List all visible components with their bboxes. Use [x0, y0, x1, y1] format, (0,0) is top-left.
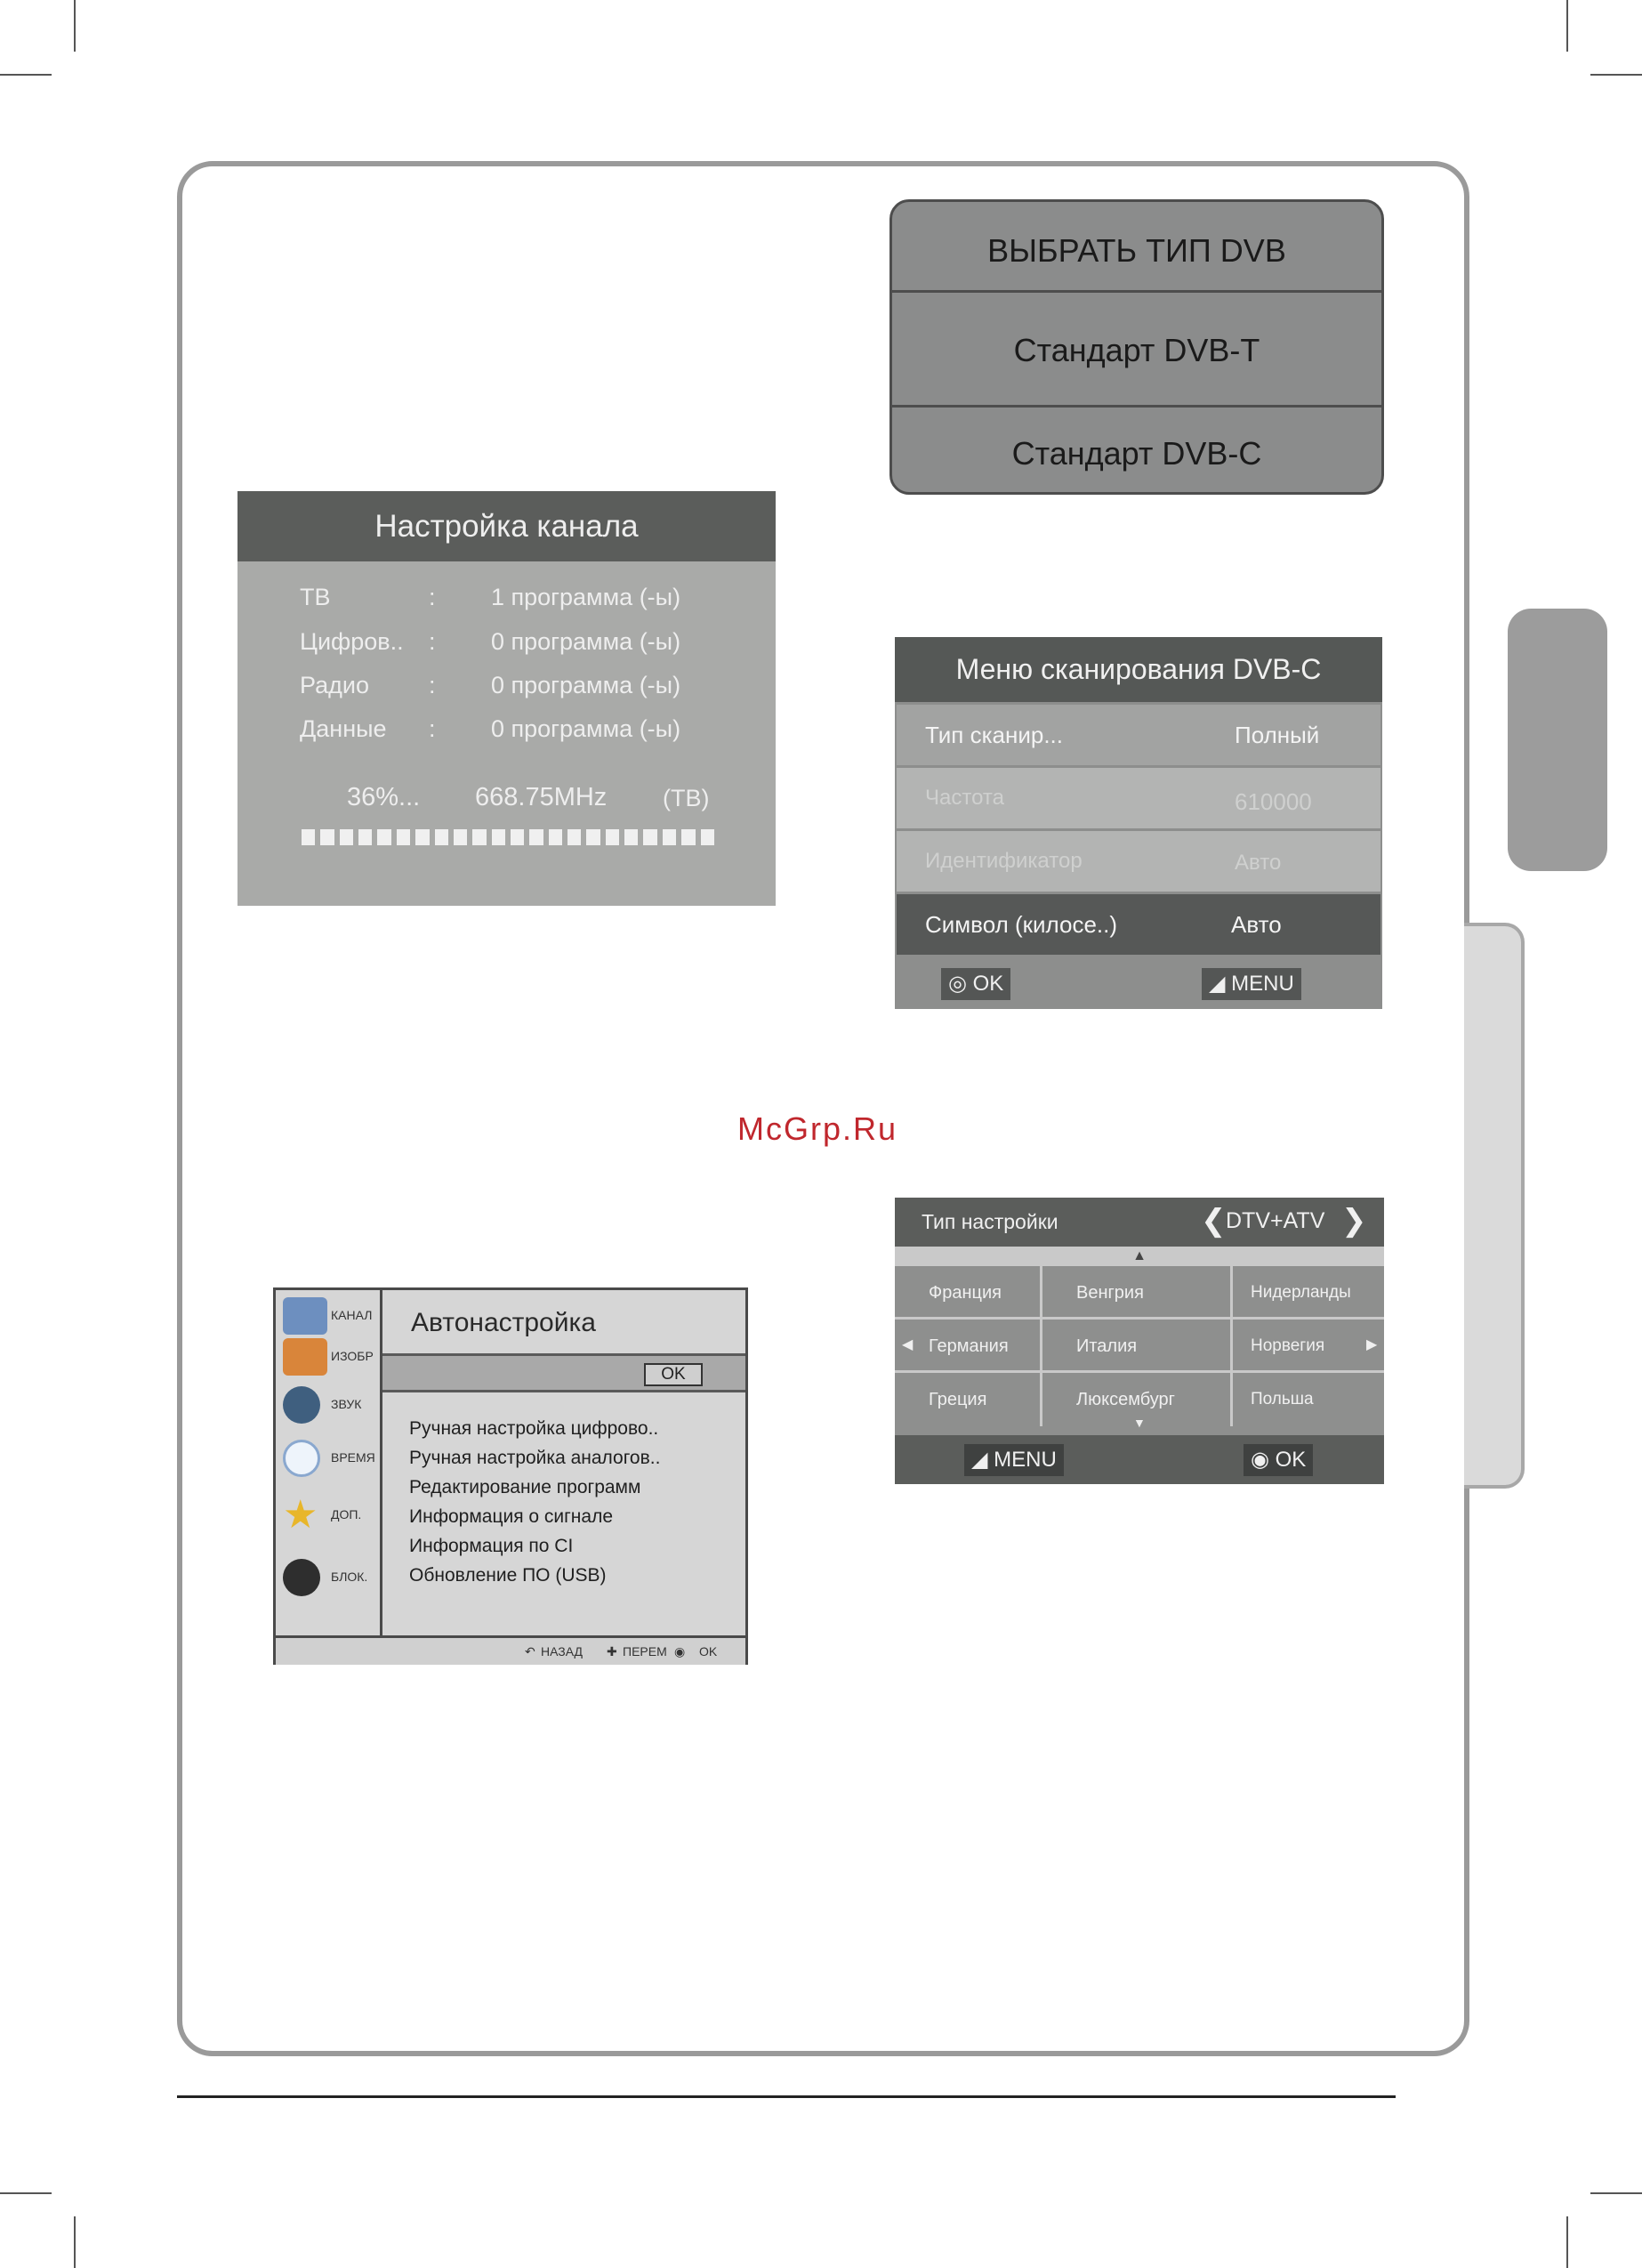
menu-header — [895, 1198, 1384, 1247]
country-cell[interactable]: Германия — [895, 1320, 1042, 1373]
row-value: Авто — [1235, 851, 1282, 875]
crop-mark — [1590, 74, 1642, 76]
ok-icon: ◉ — [674, 1644, 686, 1659]
clock-icon — [283, 1440, 320, 1477]
menu-item[interactable]: Обновление ПО (USB) — [409, 1565, 607, 1586]
divider — [892, 405, 1381, 408]
ok-button[interactable] — [1244, 1444, 1313, 1476]
progress-percent: 36%... — [347, 783, 421, 811]
channel-icon — [283, 1297, 327, 1335]
crop-mark — [74, 0, 76, 52]
menu-title: Меню сканирования DVB-C — [895, 637, 1382, 702]
row-label: Данные — [300, 715, 387, 742]
scan-row-id[interactable] — [897, 831, 1380, 892]
sidebar-item-extra[interactable] — [279, 1495, 379, 1536]
row-value: 610000 — [1235, 788, 1312, 815]
menu-footer — [895, 960, 1382, 1009]
crop-mark — [0, 74, 52, 76]
menu-button[interactable] — [1202, 968, 1301, 1000]
sidebar-label: КАНАЛ — [331, 1308, 373, 1322]
row-label: Радио — [300, 672, 369, 698]
row-value: Полный — [1235, 722, 1320, 748]
menu-item[interactable]: Информация о сигнале — [409, 1506, 614, 1527]
row-sep: : — [429, 672, 436, 698]
arrow-left-icon[interactable]: ◀ — [902, 1337, 914, 1352]
scroll-down-icon[interactable]: ▼ — [1133, 1416, 1146, 1430]
watermark: McGrp.Ru — [737, 1110, 898, 1147]
sidebar-label: ИЗОБР — [331, 1349, 374, 1363]
ok-label: OK — [1275, 1448, 1307, 1472]
country-cell[interactable]: Италия — [1042, 1320, 1233, 1373]
sidebar-label: ЗВУК — [331, 1397, 362, 1411]
section-tab — [1508, 609, 1607, 871]
sidebar-item-time[interactable] — [279, 1438, 379, 1479]
chevron-left-icon[interactable]: ❮ — [1201, 1204, 1227, 1238]
tune-type-value[interactable]: DTV+ATV — [1226, 1208, 1325, 1233]
row-value: Авто — [1231, 911, 1282, 938]
auto-tune-menu — [273, 1287, 748, 1665]
menu-button[interactable] — [964, 1444, 1064, 1476]
country-cell[interactable]: Нидерланды — [1233, 1266, 1384, 1320]
move-icon: ✚ — [607, 1644, 617, 1659]
sidebar-item-picture[interactable] — [279, 1336, 379, 1377]
frequency: 668.75MHz — [475, 783, 608, 811]
scan-row-type[interactable] — [897, 705, 1380, 765]
dvb-type-dialog — [889, 199, 1384, 495]
ok-label[interactable]: OK — [699, 1644, 718, 1659]
footer-rule — [177, 2095, 1396, 2098]
sidebar-item-sound[interactable] — [279, 1384, 379, 1425]
sidebar-item-lock[interactable] — [279, 1557, 379, 1598]
row-value: 0 программа (-ы) — [491, 715, 681, 742]
menu-label: MENU — [1231, 972, 1294, 996]
back-arrow-icon: ◢ — [1209, 972, 1232, 996]
country-cell[interactable]: Греция — [895, 1373, 1042, 1426]
crop-mark — [74, 2216, 76, 2268]
row-sep: : — [429, 584, 436, 610]
tune-type-label: Тип настройки — [922, 1210, 1058, 1233]
back-arrow-icon: ◢ — [971, 1448, 994, 1472]
sidebar-item-channel[interactable] — [279, 1295, 379, 1336]
channel-tuning-panel — [237, 491, 776, 906]
speaker-icon — [283, 1386, 320, 1424]
arrow-right-icon[interactable]: ▶ — [1366, 1337, 1378, 1352]
country-menu — [895, 1198, 1384, 1484]
row-label: Символ (килосе..) — [925, 911, 1118, 938]
row-value: 0 программа (-ы) — [491, 672, 681, 698]
dvb-type-title: ВЫБРАТЬ ТИП DVB — [987, 232, 1286, 269]
row-value: 1 программа (-ы) — [491, 584, 681, 610]
ok-button[interactable]: ◎ OK — [941, 968, 1010, 1000]
country-cell[interactable]: Люксембург — [1042, 1373, 1233, 1426]
dvbc-scan-menu — [895, 637, 1382, 1009]
picture-icon — [283, 1338, 327, 1376]
crop-mark — [1590, 2192, 1642, 2194]
ok-bar — [382, 1353, 745, 1392]
move-label[interactable]: ПЕРЕМ — [623, 1644, 667, 1659]
panel-title: Настройка канала — [237, 491, 776, 561]
scroll-up-icon[interactable]: ▲ — [895, 1247, 1384, 1266]
row-label: Идентификатор — [925, 849, 1083, 873]
mode: (ТВ) — [663, 785, 710, 811]
scan-row-frequency[interactable] — [897, 768, 1380, 828]
sidebar-label: БЛОК. — [331, 1570, 368, 1584]
country-cell[interactable]: Франция — [895, 1266, 1042, 1320]
scan-row-symbol[interactable] — [897, 894, 1380, 955]
row-label: Частота — [925, 786, 1004, 810]
dvb-option-t[interactable]: Стандарт DVB-T — [1013, 332, 1260, 368]
ok-button[interactable]: OK — [644, 1363, 703, 1386]
menu-item[interactable]: Ручная настройка аналогов.. — [409, 1448, 661, 1468]
dvb-option-c[interactable]: Стандарт DVB-C — [1011, 435, 1262, 472]
lock-icon — [283, 1559, 320, 1596]
row-value: 0 программа (-ы) — [491, 628, 681, 655]
country-cell[interactable]: Польша — [1251, 1390, 1314, 1408]
star-icon: ★ — [283, 1493, 318, 1537]
divider — [892, 290, 1381, 293]
country-cell[interactable]: Венгрия — [1042, 1266, 1233, 1320]
row-label: ТВ — [300, 584, 331, 610]
row-sep: : — [429, 628, 436, 655]
row-label: Тип сканир... — [925, 722, 1063, 748]
row-label: Цифров.. — [300, 628, 404, 655]
menu-item[interactable]: Информация по CI — [409, 1536, 574, 1556]
chevron-right-icon[interactable]: ❯ — [1341, 1204, 1367, 1238]
back-label[interactable]: НАЗАД — [541, 1644, 584, 1659]
crop-mark — [1566, 0, 1568, 52]
menu-label: MENU — [994, 1448, 1057, 1472]
sidebar-label: ДОП. — [331, 1507, 362, 1521]
sidebar-label: ВРЕМЯ — [331, 1450, 375, 1465]
crop-mark — [0, 2192, 52, 2194]
crop-mark — [1566, 2216, 1568, 2268]
menu-item[interactable]: Редактирование программ — [409, 1477, 641, 1497]
menu-footer — [895, 1435, 1384, 1484]
menu-footer — [276, 1635, 745, 1665]
menu-sidebar — [276, 1290, 382, 1635]
menu-title: Автонастройка — [411, 1308, 596, 1337]
progress-bar — [302, 829, 714, 845]
country-cell[interactable]: Норвегия — [1233, 1320, 1384, 1373]
menu-item[interactable]: Ручная настройка цифрово.. — [409, 1418, 659, 1439]
back-icon: ↶ — [525, 1644, 535, 1659]
section-tab-outline — [1464, 923, 1525, 1489]
ok-icon: ◉ — [1251, 1448, 1276, 1472]
row-sep: : — [429, 715, 436, 742]
